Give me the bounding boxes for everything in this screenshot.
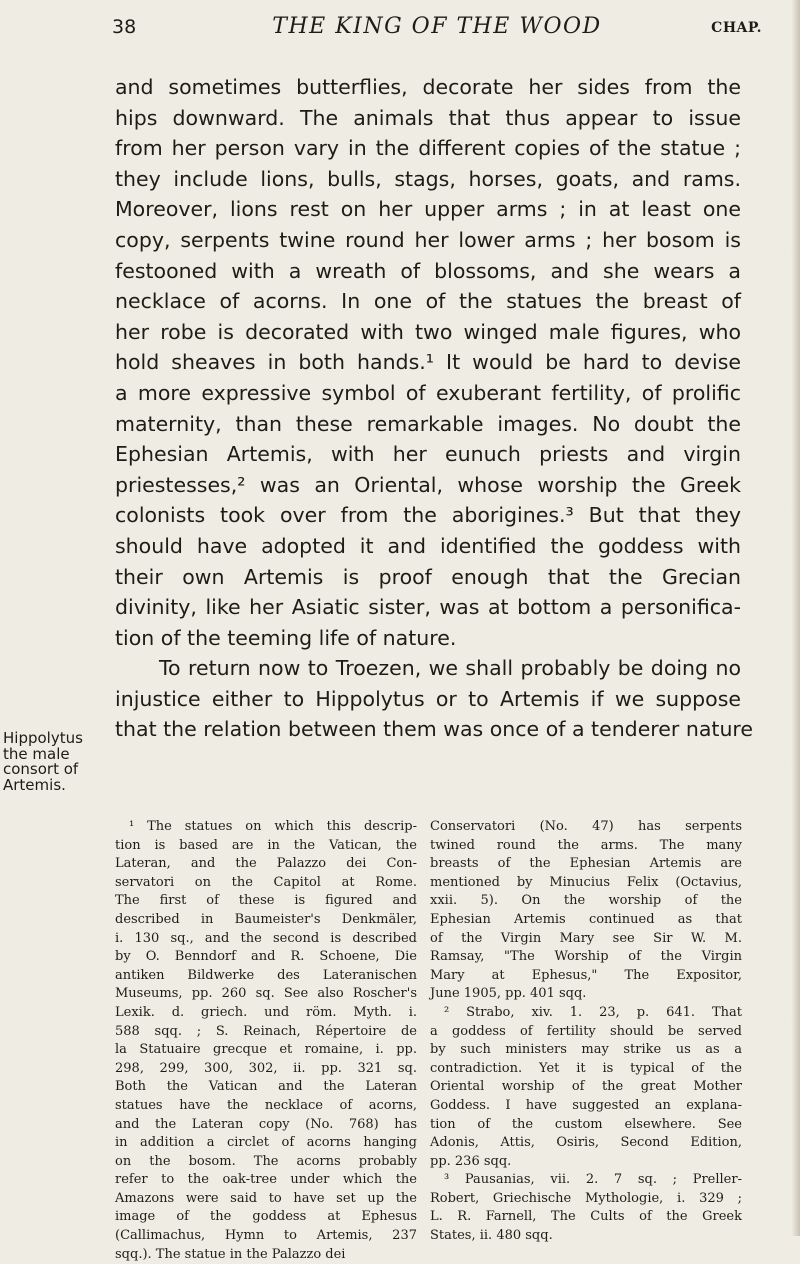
text-line: copy, serpents twine round her lower arms ; her bosom is [115, 227, 741, 252]
footnote-line: Ramsay, "The Worship of the Virgin [430, 949, 742, 965]
footnote-line: mentioned by Minucius Felix (Octavius, [430, 874, 742, 890]
footnote-line: Adonis, Attis, Osiris, Second Edition, [430, 1135, 742, 1151]
footnote-line: image of the goddess at Ephesus [115, 1209, 417, 1225]
text-line: should have adopted it and identified the goddess with [115, 533, 741, 558]
footnote-line: ² Strabo, xiv. 1. 23, p. 641. That [444, 1004, 742, 1020]
text-line: that the relation between them was once of a tenderer nature [115, 717, 754, 742]
text-line: and sometimes butterflies, decorate her sides from the [115, 75, 741, 99]
footnote-line: 298, 299, 300, 302, ii. pp. 321 sq. [115, 1060, 417, 1076]
footnote-line: Lexik. d. griech. und röm. Myth. i. [115, 1004, 417, 1020]
footnote-line: refer to the oak-tree under which the [115, 1172, 417, 1188]
margin-note-line: Artemis. [3, 775, 66, 794]
text-line: priestesses,² was an Oriental, whose worship the Greek [115, 472, 741, 497]
footnote-line: statues have the necklace of acorns, [115, 1097, 417, 1113]
text-line: from her person vary in the different copies of the statue ; [115, 136, 741, 161]
footnote-line: of the Virgin Mary see Sir W. M. [430, 930, 742, 946]
text-line: To return now to Troezen, we shall probably be doing no [159, 656, 741, 681]
footnote-line: pp. 236 sqq. [430, 1153, 512, 1169]
footnote-line: antiken Bildwerke des Lateranischen [115, 967, 417, 983]
text-line: their own Artemis is proof enough that the Grecian [115, 564, 741, 589]
footnote-line: June 1905, pp. 401 sqq. [430, 986, 587, 1002]
footnote-line: Oriental worship of the great Mother [430, 1079, 742, 1095]
footnote-line: tion of the custom elsewhere. See [430, 1116, 742, 1132]
footnote-line: breasts of the Ephesian Artemis are [430, 856, 742, 872]
footnote-line: Ephesian Artemis continued as that [430, 911, 742, 927]
footnote-line: The first of these is figured and [115, 893, 417, 909]
footnote-line: tion is based are in the Vatican, the [115, 837, 417, 853]
text-line: tion of the teeming life of nature. [115, 625, 457, 650]
page-number: 38 [112, 16, 137, 38]
footnote-line: twined round the arms. The many [430, 837, 742, 853]
footnote-line: ¹ The statues on which this descrip- [129, 819, 417, 834]
footnote-line: servatori on the Capitol at Rome. [115, 874, 417, 890]
chapter-label: CHAP. [711, 20, 762, 36]
footnote-line: Amazons were said to have set up the [115, 1190, 417, 1206]
page-edge [791, 0, 800, 1236]
footnotes-left-column [115, 818, 417, 1264]
text-line: injustice either to Hippolytus or to Artemis if we suppose [115, 686, 741, 711]
footnote-line: 588 sqq. ; S. Reinach, Répertoire de [115, 1023, 417, 1039]
text-line: necklace of acorns. In one of the statues the breast of [115, 289, 741, 314]
margin-note-line: Hippolytus [3, 729, 83, 747]
footnote-line: L. R. Farnell, The Cults of the Greek [430, 1209, 742, 1225]
running-header [112, 10, 762, 44]
text-line: hips downward. The animals that thus appear to issue [115, 105, 741, 130]
footnote-line: in addition a circlet of acorns hanging [115, 1135, 417, 1151]
footnote-line: Conservatori (No. 47) has serpents [430, 819, 742, 834]
margin-note-line: consort of [3, 760, 79, 778]
footnote-line: by O. Benndorf and R. Schoene, Die [115, 949, 417, 965]
footnote-line: Goddess. I have suggested an explana- [430, 1097, 742, 1113]
footnote-line: a goddess of fertility should be served [430, 1023, 742, 1039]
footnote-line: xxii. 5). On the worship of the [430, 893, 742, 909]
running-title: THE KING OF THE WOOD [272, 14, 602, 39]
text-line: her robe is decorated with two winged male figures, who [115, 319, 741, 344]
footnote-line: Museums, pp. 260 sq. See also Roscher's [115, 986, 417, 1002]
footnote-line: Robert, Griechische Mythologie, i. 329 ; [430, 1190, 742, 1206]
main-text [115, 72, 754, 745]
text-line: Ephesian Artemis, with her eunuch priests and virgin [115, 442, 741, 467]
footnote-line: and the Lateran copy (No. 768) has [115, 1116, 417, 1132]
text-line: festooned with a wreath of blossoms, and she wears a [115, 258, 741, 283]
footnotes-right-column [430, 818, 742, 1246]
footnote-line: Lateran, and the Palazzo dei Con- [115, 856, 417, 872]
footnote-line: described in Baumeister's Denkmäler, [115, 911, 417, 927]
footnote-line: (Callimachus, Hymn to Artemis, 237 [115, 1228, 417, 1244]
margin-note-line: the male [3, 744, 70, 763]
footnote-line: by such ministers may strike us as a [430, 1042, 742, 1058]
footnote-line: on the bosom. The acorns probably [115, 1153, 417, 1169]
text-line: colonists took over from the aborigines.³ But that they [115, 503, 741, 528]
footnote-line: Both the Vatican and the Lateran [115, 1079, 417, 1095]
margin-note [3, 731, 107, 793]
footnote-line: ³ Pausanias, vii. 2. 7 sq. ; Preller- [444, 1172, 742, 1188]
footnote-line: Mary at Ephesus," The Expositor, [430, 967, 742, 983]
text-line: they include lions, bulls, stags, horses, goats, and rams. [115, 166, 741, 191]
text-line: divinity, like her Asiatic sister, was at bottom a personifica- [115, 595, 741, 620]
text-line: Moreover, lions rest on her upper arms ; in at least one [115, 197, 741, 222]
text-line: hold sheaves in both hands.¹ It would be hard to devise [115, 350, 741, 375]
footnote-line: States, ii. 480 sqq. [430, 1228, 553, 1244]
footnote-line: i. 130 sq., and the second is described [115, 930, 417, 946]
footnote-line: contradiction. Yet it is typical of the [430, 1060, 742, 1076]
footnote-line: sqq.). The statue in the Palazzo dei [115, 1246, 346, 1262]
text-line: maternity, than these remarkable images. No doubt the [115, 411, 741, 436]
text-line: a more expressive symbol of exuberant fertility, of prolific [115, 380, 741, 405]
footnote-line: la Statuaire grecque et romaine, i. pp. [115, 1042, 417, 1058]
